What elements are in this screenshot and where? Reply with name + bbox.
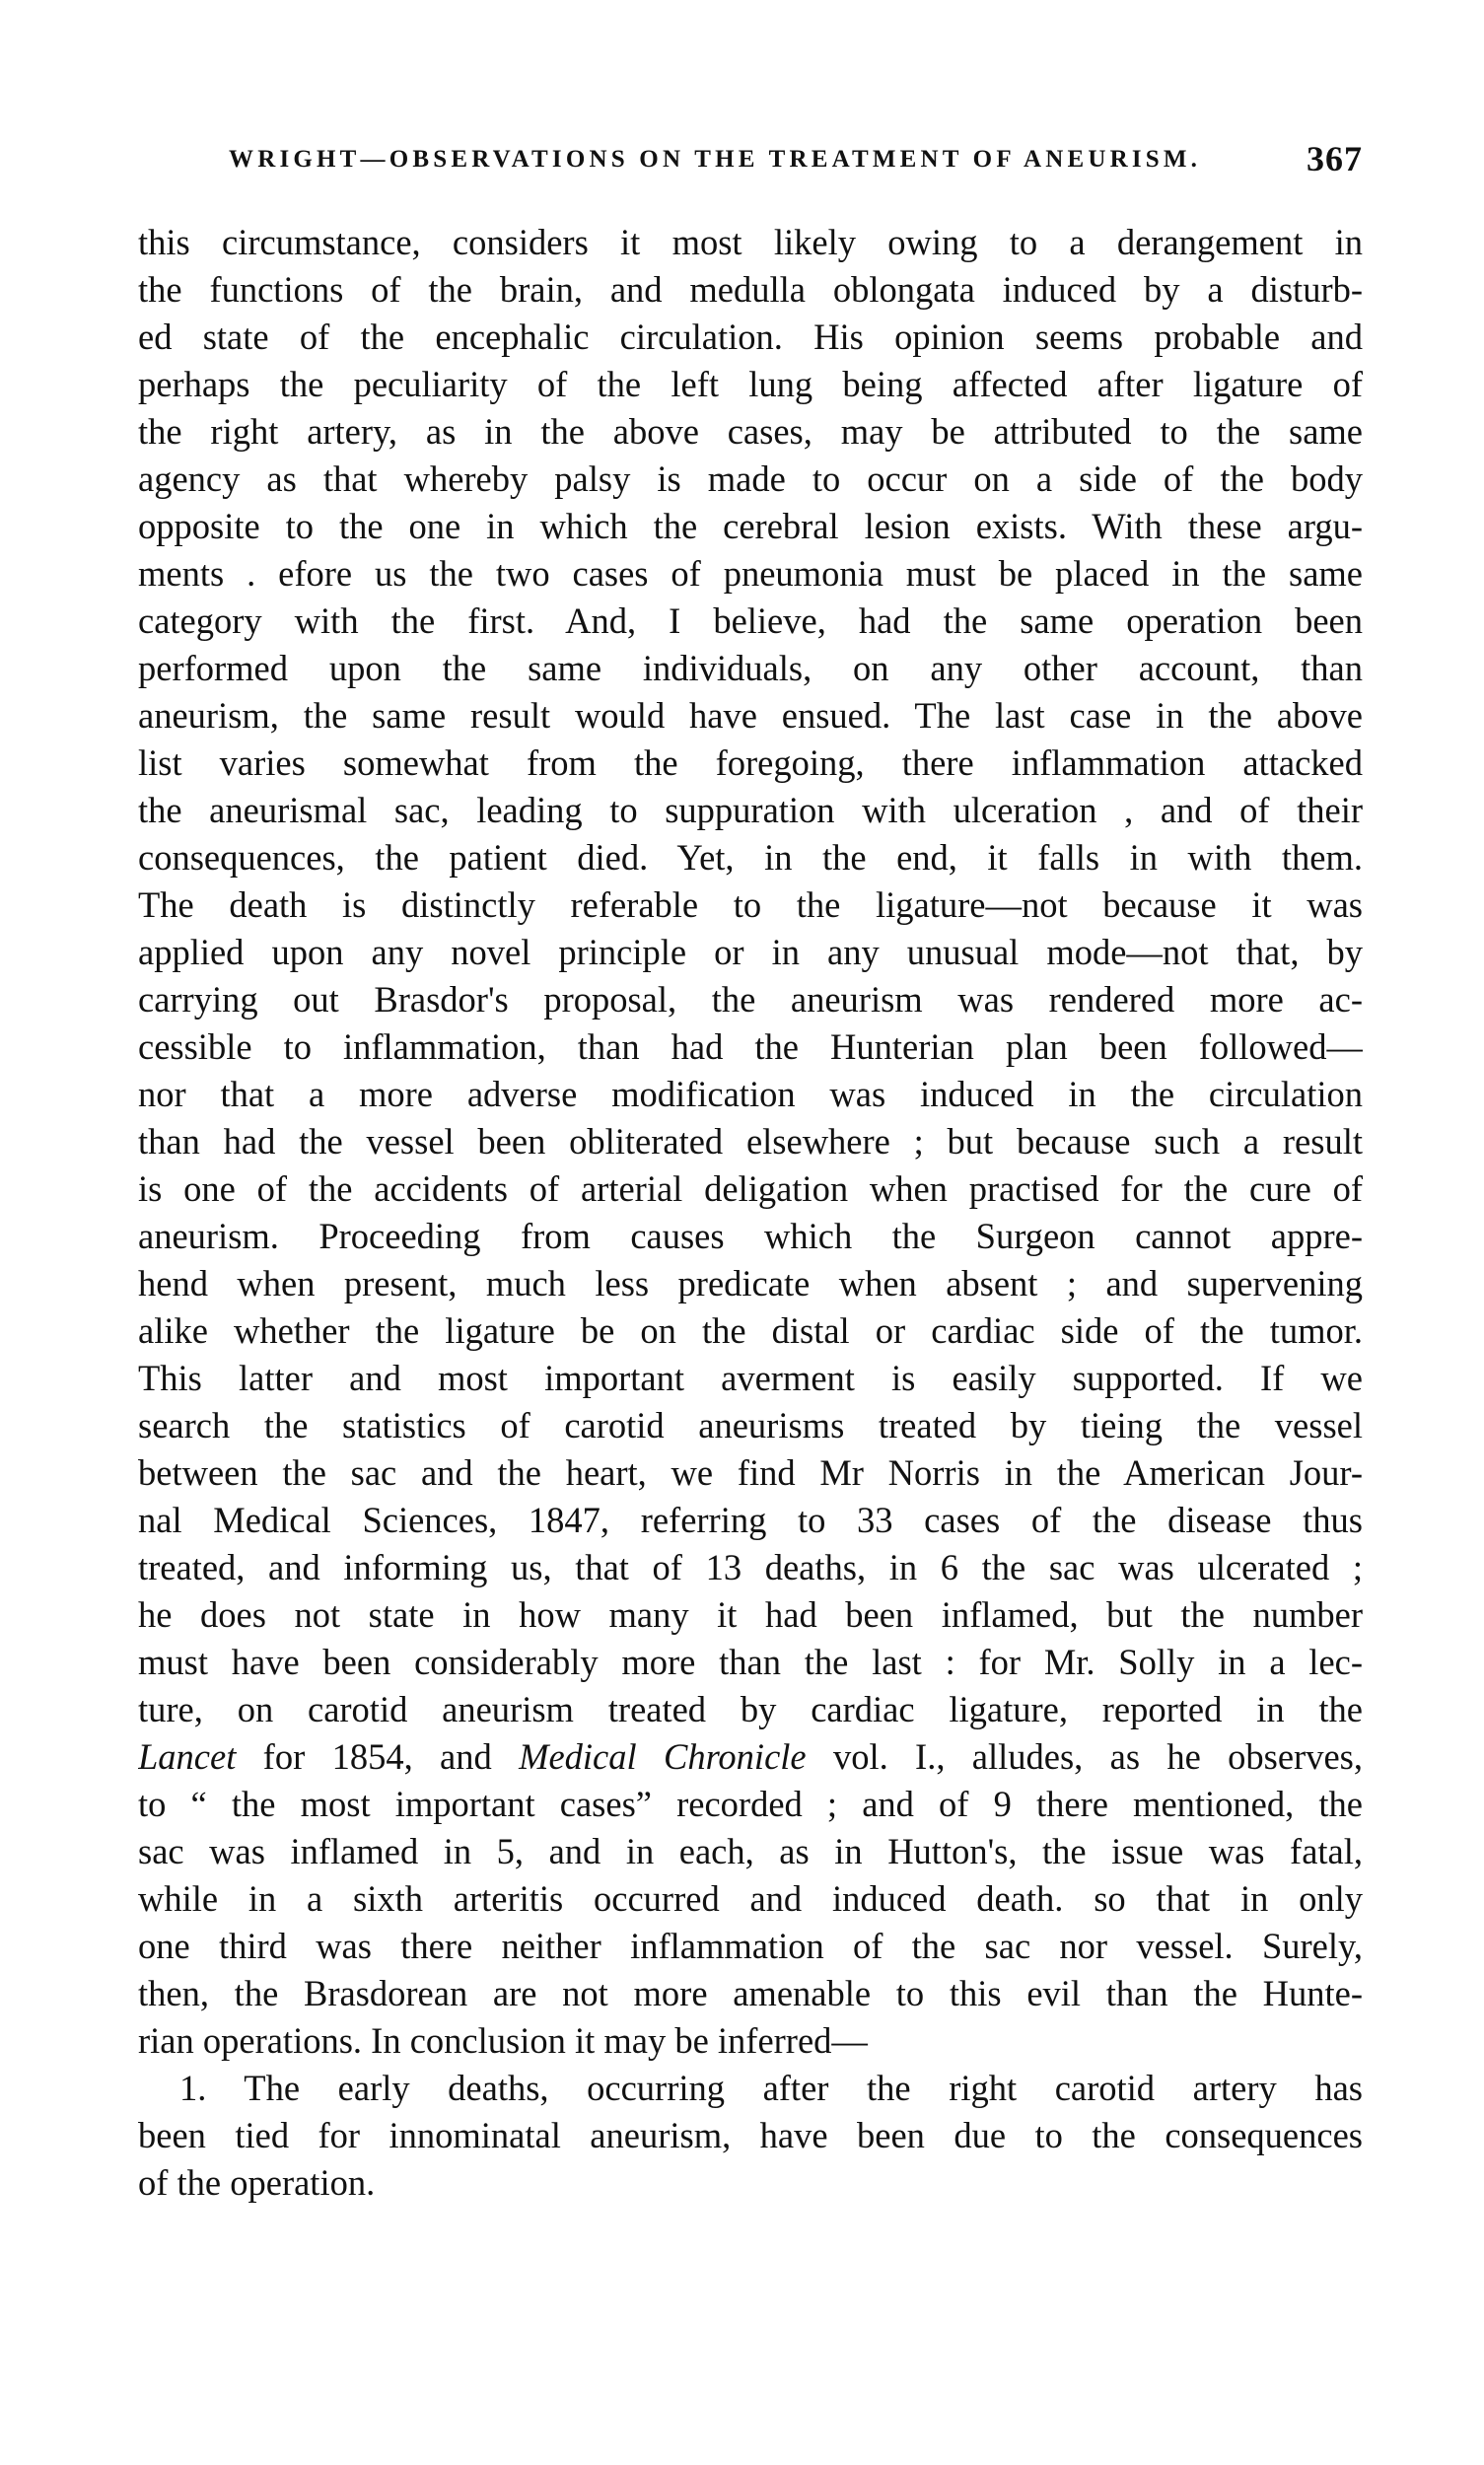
text-line: perhaps the peculiarity of the left lung being affected after ligature of — [138, 364, 1363, 404]
text-line: the right artery, as in the above cases, may be attributed to the same — [138, 411, 1363, 452]
text-line: hend when present, much less predicate when absent ; and supervening — [138, 1263, 1363, 1303]
text-line: aneurism. Proceeding from causes which the Surgeon cannot appre- — [138, 1216, 1363, 1256]
running-header — [229, 138, 1363, 187]
text-line: sac was inflamed in 5, and in each, as in Hutton's, the issue was fatal, — [138, 1831, 1363, 1871]
text-line: than had the vessel been obliterated elsewhere ; but because such a result — [138, 1121, 1363, 1162]
text-line: ed state of the encephalic circulation. His opinion seems probable and — [138, 317, 1363, 357]
text-line: search the statistics of carotid aneurisms treated by tieing the vessel — [138, 1405, 1363, 1445]
text-line: the aneurismal sac, leading to suppuration with ulceration , and of their — [138, 790, 1363, 830]
page-number: 367 — [1307, 139, 1363, 178]
text-line: one third was there neither inflammation of the sac nor vessel. Surely, — [138, 1926, 1363, 1966]
text-line: been tied for innominatal aneurism, have been due to the consequences — [138, 2115, 1363, 2155]
text-line: applied upon any novel principle or in any unusual mode—not that, by — [138, 932, 1363, 972]
body-text — [138, 219, 1363, 2207]
text-line: nor that a more adverse modification was induced in the circulation — [138, 1074, 1363, 1114]
running-title: WRIGHT—OBSERVATIONS ON THE TREATMENT OF ANEURISM. — [229, 146, 1202, 173]
text-line: between the sac and the heart, we find Mr Norris in the American Jour- — [138, 1452, 1363, 1493]
text-line: aneurism, the same result would have ensued. The last case in the above — [138, 695, 1363, 736]
text-line: treated, and informing us, that of 13 deaths, in 6 the sac was ulcerated ; — [138, 1547, 1363, 1587]
text-span: for 1854, and — [236, 1736, 520, 1777]
text-line: This latter and most important averment is easily supported. If we — [138, 1358, 1363, 1398]
text-line: while in a sixth arteritis occurred and induced death. so that in only — [138, 1878, 1363, 1919]
text-line: The death is distinctly referable to the ligature—not because it was — [138, 884, 1363, 925]
text-line: carrying out Brasdor's proposal, the aneurism was rendered more ac- — [138, 979, 1363, 1020]
numbered-conclusion — [138, 2065, 1363, 2207]
text-line: 1. The early deaths, occurring after the right carotid artery has — [179, 2068, 1363, 2108]
text-line: to “ the most important cases” recorded ; and of 9 there mentioned, the — [138, 1784, 1363, 1824]
text-line: agency as that whereby palsy is made to occur on a side of the body — [138, 458, 1363, 499]
text-line: consequences, the patient died. Yet, in the end, it falls in with them. — [138, 837, 1363, 878]
text-line: alike whether the ligature be on the distal or cardiac side of the tumor. — [138, 1310, 1363, 1351]
text-line: the functions of the brain, and medulla oblongata induced by a disturb- — [138, 269, 1363, 310]
text-span: vol. I., alludes, as he observes, — [806, 1736, 1363, 1777]
text-line: this circumstance, considers it most likely owing to a derangement in — [138, 222, 1363, 262]
text-line: ture, on carotid aneurism treated by cardiac ligature, reported in the — [138, 1689, 1363, 1729]
text-line: then, the Brasdorean are not more amenable to this evil than the Hunte- — [138, 1973, 1363, 2013]
text-line: nal Medical Sciences, 1847, referring to 33 cases of the disease thus — [138, 1500, 1363, 1540]
text-line-citation — [138, 1733, 1363, 1781]
text-line: of the operation. — [138, 2162, 376, 2203]
text-line: must have been considerably more than the last : for Mr. Solly in a lec- — [138, 1642, 1363, 1682]
text-line: list varies somewhat from the foregoing, there inflammation attacked — [138, 742, 1363, 783]
paragraph — [138, 219, 1363, 1686]
journal-title: Medical Chronicle — [519, 1736, 807, 1777]
text-line: category with the first. And, I believe, had the same operation been — [138, 600, 1363, 641]
text-line: is one of the accidents of arterial deligation when practised for the cure of — [138, 1168, 1363, 1209]
text-line: he does not state in how many it had been inflamed, but the number — [138, 1594, 1363, 1635]
text-line: cessible to inflammation, than had the Hunterian plan been followed— — [138, 1026, 1363, 1067]
text-line: ments . efore us the two cases of pneumonia must be placed in the same — [138, 553, 1363, 594]
text-line: performed upon the same individuals, on any other account, than — [138, 648, 1363, 688]
text-line: opposite to the one in which the cerebral lesion exists. With these argu- — [138, 506, 1363, 546]
journal-title: Lancet — [138, 1736, 237, 1777]
text-line: rian operations. In conclusion it may be inferred— — [138, 2020, 868, 2061]
paragraph-continued — [138, 1781, 1363, 2065]
